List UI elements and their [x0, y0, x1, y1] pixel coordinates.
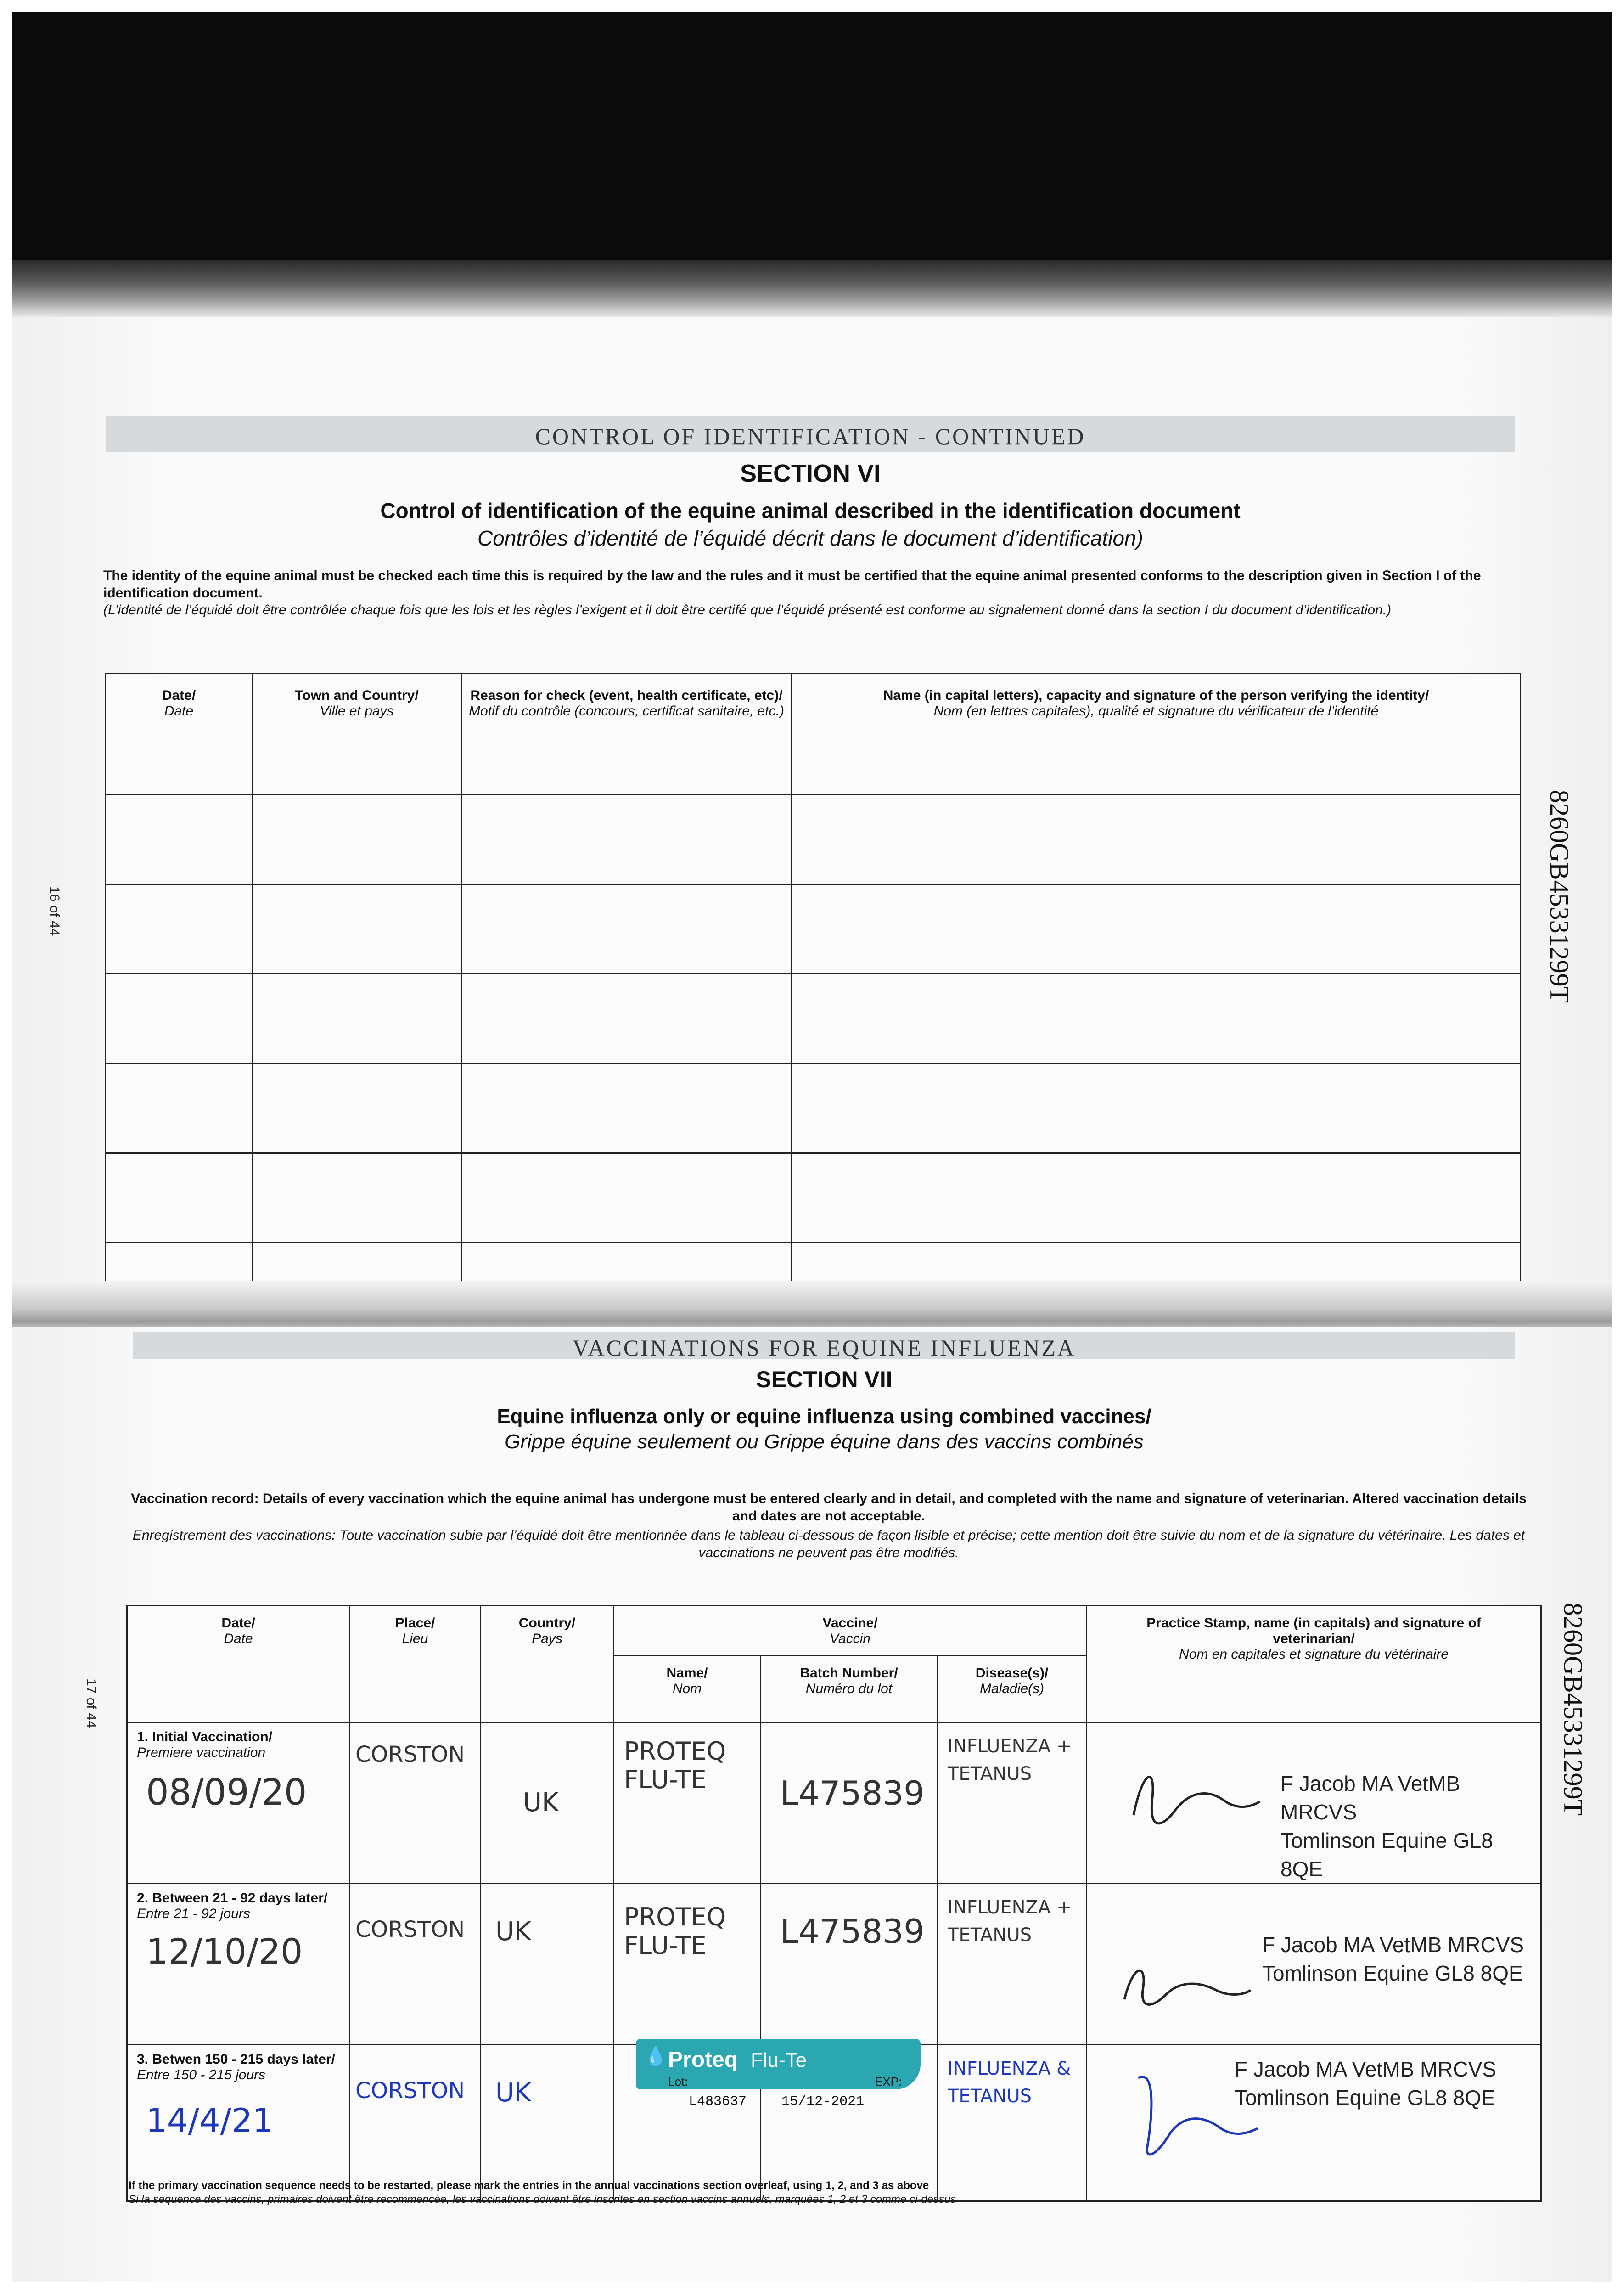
sticker-lot-label: Lot: [668, 2075, 688, 2088]
table-row [106, 795, 1521, 884]
cell[interactable] [253, 1153, 461, 1243]
cell[interactable] [461, 884, 792, 974]
sticker-product: Flu-Te [751, 2049, 807, 2071]
page16-intro-fr: (L’identité de l’équidé doit être contrôlée chaque fois que les lois et les règles l’exigent et il doit être certifé que l’équidé présenté est conforme au signalement donné dans la section I du document d’identification.) [103, 602, 1392, 618]
cell[interactable] [792, 884, 1521, 974]
row1-stamp-cell[interactable] [1087, 1722, 1541, 1884]
footnote-en: If the primary vaccination sequence needs to be restarted, please mark the entries in the annual vaccinations section overleaf, using 1, 2, and 3 as above [129, 2179, 929, 2192]
page17-page-number: 17 of 44 [84, 1678, 99, 1728]
table-row [106, 1064, 1521, 1153]
header-stamp-en: Practice Stamp, name (in capitals) and signature of veterinarian/ [1146, 1615, 1481, 1646]
row3-place: CORSTON [355, 2078, 465, 2104]
row3-disease: INFLUENZA & TETANUS [948, 2058, 1071, 2107]
row2-label-fr: Entre 21 - 92 jours [137, 1906, 250, 1921]
row3-place-cell[interactable] [350, 2045, 481, 2201]
header-disease [938, 1656, 1087, 1722]
sticker-exp: 15/12-2021 [781, 2094, 865, 2110]
row2-label-en: 2. Between 21 - 92 days later/ [137, 1891, 328, 1906]
header-place-en: Place/ [395, 1615, 435, 1631]
cell[interactable] [461, 795, 792, 884]
table-header-row [106, 674, 1521, 795]
page17-section-title: SECTION VII [756, 1367, 893, 1392]
row3-date-cell[interactable] [127, 2045, 350, 2201]
row2-stamp [1262, 1930, 1524, 1987]
cell[interactable] [106, 1064, 253, 1153]
row1-batch: L475839 [780, 1774, 925, 1812]
row3-date: 14/4/21 [146, 2101, 274, 2140]
table-header-row [127, 1606, 1541, 1656]
page17-subtitle-fr: Grippe équine seulement ou Grippe équine dans des vaccins combinés [505, 1430, 1144, 1453]
page16-page-number: 16 of 44 [47, 886, 62, 936]
header-country-fr: Pays [532, 1631, 562, 1646]
header-date-en: Date/ [162, 688, 196, 703]
page-fold [12, 1281, 1612, 1332]
page17-banner: VACCINATIONS FOR EQUINE INFLUENZA [133, 1332, 1515, 1359]
header-vaccine [614, 1606, 1087, 1656]
cell[interactable] [106, 795, 253, 884]
row1-disease-cell[interactable] [938, 1722, 1087, 1884]
header-batch-fr: Numéro du lot [805, 1681, 893, 1696]
row1-place: CORSTON [355, 1742, 465, 1767]
vaccine-sticker [636, 2039, 921, 2089]
cell[interactable] [253, 1064, 461, 1153]
row3-disease-cell[interactable] [938, 2045, 1087, 2201]
cell[interactable] [792, 1153, 1521, 1243]
row1-country: UK [523, 1788, 559, 1818]
cell[interactable] [461, 1153, 792, 1243]
row2-stamp-practice: Tomlinson Equine GL8 8QE [1262, 1961, 1523, 1985]
page16-banner: CONTROL OF IDENTIFICATION - CONTINUED [106, 416, 1515, 452]
header-stamp-fr: Nom en capitales et signature du vétérinaire [1179, 1647, 1449, 1662]
header-reason [461, 674, 792, 795]
row2-stamp-cell[interactable] [1087, 1884, 1541, 2045]
cell[interactable] [792, 795, 1521, 884]
row2-country-cell[interactable] [481, 1884, 614, 2045]
header-verifier-fr: Nom (en lettres capitales), qualité et signature du vérificateur de l’identité [933, 703, 1379, 719]
row1-label-fr: Premiere vaccination [137, 1745, 266, 1760]
table-row [127, 1884, 1541, 2045]
cell[interactable] [106, 1153, 253, 1243]
row3-country: UK [495, 2078, 531, 2108]
row3-country-cell[interactable] [481, 2045, 614, 2201]
signature-icon [1124, 1760, 1262, 1843]
row2-vaccine-name: PROTEQ FLU-TE [624, 1902, 726, 1960]
header-vaccine-en: Vaccine/ [822, 1615, 878, 1631]
table-row [106, 884, 1521, 974]
row2-batch: L475839 [780, 1912, 925, 1951]
row1-stamp-practice: Tomlinson Equine GL8 8QE [1280, 1829, 1493, 1881]
row1-place-cell[interactable] [350, 1722, 481, 1884]
row1-stamp [1280, 1769, 1540, 1883]
doc-id-page16: 8260GB453312​99T [1544, 790, 1574, 1003]
row3-stamp-practice: Tomlinson Equine GL8 8QE [1235, 2086, 1495, 2110]
footnote [129, 2179, 1529, 2206]
page17-subtitle-en: Equine influenza only or equine influenza using combined vaccines/ [497, 1405, 1151, 1428]
header-date-fr: Date [224, 1631, 253, 1646]
scan-dark-background [12, 12, 1612, 260]
page17-intro-fr: Enregistrement des vaccinations: Toute vaccination subie par l’équidé doit être mentionnée dans le tableau ci-dessous de façon lisible et précise; cette mention doit être suivie du nom et de la signature du vétérinaire. Les dates et vaccinations ne peuvent pas être modifiés. [132, 1528, 1525, 1560]
header-name-fr: Nom [672, 1681, 702, 1696]
row3-stamp-name: F Jacob MA VetMB MRCVS [1235, 2057, 1497, 2081]
page16-section-title: SECTION VI [740, 460, 881, 487]
row3-label-fr: Entre 150 - 215 jours [137, 2067, 266, 2082]
sticker-lot: L483637 [689, 2094, 747, 2110]
header-verifier [792, 674, 1521, 795]
cell[interactable] [253, 884, 461, 974]
row2-batch-cell[interactable] [761, 1884, 938, 2045]
row2-country: UK [495, 1917, 531, 1947]
header-country [481, 1606, 614, 1722]
header-disease-fr: Maladie(s) [979, 1681, 1045, 1696]
header-vaccine-name [614, 1656, 761, 1722]
row1-date: 08/09/20 [146, 1772, 307, 1813]
row1-date-cell[interactable] [127, 1722, 350, 1884]
row2-place: CORSTON [355, 1917, 465, 1942]
row1-vaccine-name: PROTEQ FLU-TE [624, 1737, 726, 1794]
header-date [127, 1606, 350, 1722]
header-town [253, 674, 461, 795]
row2-disease-cell[interactable] [938, 1884, 1087, 2045]
table-row [106, 974, 1521, 1064]
cell[interactable] [792, 1064, 1521, 1153]
header-batch [761, 1656, 938, 1722]
row3-stamp [1235, 2055, 1496, 2112]
header-reason-en: Reason for check (event, health certificate, etc)/ [470, 688, 783, 703]
header-disease-en: Disease(s)/ [975, 1666, 1049, 1681]
header-date-en: Date/ [221, 1615, 255, 1631]
row3-stamp-cell[interactable] [1087, 2045, 1541, 2201]
cell[interactable] [253, 795, 461, 884]
header-practice-stamp [1087, 1606, 1541, 1722]
row1-disease: INFLUENZA + TETANUS [948, 1736, 1072, 1784]
row2-date: 12/10/20 [146, 1931, 303, 1972]
cell[interactable] [461, 1064, 792, 1153]
header-batch-en: Batch Number/ [800, 1666, 898, 1681]
cell[interactable] [106, 974, 253, 1064]
row1-label-en: 1. Initial Vaccination/ [137, 1729, 273, 1745]
signature-icon [1115, 1953, 1253, 2018]
doc-id-page17: 8260GB453312​99T [1558, 1603, 1588, 1816]
header-reason-fr: Motif du contrôle (concours, certificat sanitaire, etc.) [469, 703, 784, 719]
header-place-fr: Lieu [402, 1631, 428, 1646]
row1-name-cell[interactable] [614, 1722, 761, 1884]
sticker-brand: Proteq [668, 2048, 738, 2072]
row1-stamp-name: F Jacob MA VetMB MRCVS [1280, 1772, 1460, 1824]
row2-name-cell[interactable] [614, 1884, 761, 2045]
header-name-en: Name/ [666, 1666, 708, 1681]
table-row [106, 1153, 1521, 1243]
sticker-exp-label: EXP: [875, 2075, 902, 2088]
cell[interactable] [253, 974, 461, 1064]
sticker-lot-exp [689, 2094, 864, 2110]
row1-batch-cell[interactable] [761, 1722, 938, 1884]
row3-label-en: 3. Betwen 150 - 215 days later/ [137, 2052, 335, 2067]
droplet-icon: 💧 [644, 2046, 667, 2066]
header-town-fr: Ville et pays [320, 703, 394, 719]
scan-top-area [0, 0, 1623, 317]
header-verifier-en: Name (in capital letters), capacity and signature of the person verifying the identity/ [883, 688, 1429, 703]
booklet-edge [12, 260, 1612, 317]
header-place [350, 1606, 481, 1722]
page17-intro-en: Vaccination record: Details of every vaccination which the equine animal has undergone must be entered clearly and in detail, and completed with the name and signature of veterinarian. Altered vaccination details and dates are not acceptable. [131, 1491, 1527, 1524]
row2-disease: INFLUENZA + TETANUS [948, 1897, 1072, 1946]
cell[interactable] [792, 974, 1521, 1064]
row2-date-cell[interactable] [127, 1884, 350, 2045]
header-vaccine-fr: Vaccin [830, 1631, 870, 1646]
vaccination-table [126, 1605, 1542, 2202]
page16-subtitle-fr: Contrôles d’identité de l’équidé décrit dans le document d’identification) [477, 526, 1143, 550]
cell[interactable] [461, 974, 792, 1064]
header-country-en: Country/ [518, 1615, 576, 1631]
row2-place-cell[interactable] [350, 1884, 481, 2045]
row2-stamp-name: F Jacob MA VetMB MRCVS [1262, 1933, 1524, 1957]
cell[interactable] [106, 884, 253, 974]
footnote-fr: Si la sequence des vaccins, primaires doivent être recommencée, les vaccinations doivent être inscrites en section vaccins annuels, marquées 1, 2 et 3 comme ci-dessus [129, 2193, 956, 2206]
header-date [106, 674, 253, 795]
header-town-en: Town and Country/ [295, 688, 419, 703]
identification-check-table [105, 673, 1521, 1296]
page16-intro-en: The identity of the equine animal must be checked each time this is required by the law and the rules and it must be certified that the equine animal presented conforms to the description given in Section I of the identification document. [103, 568, 1481, 601]
page16-subtitle-en: Control of identification of the equine animal described in the identification document [380, 499, 1241, 523]
header-date-fr: Date [164, 703, 194, 719]
row1-country-cell[interactable] [481, 1722, 614, 1884]
table-row [127, 1722, 1541, 1884]
